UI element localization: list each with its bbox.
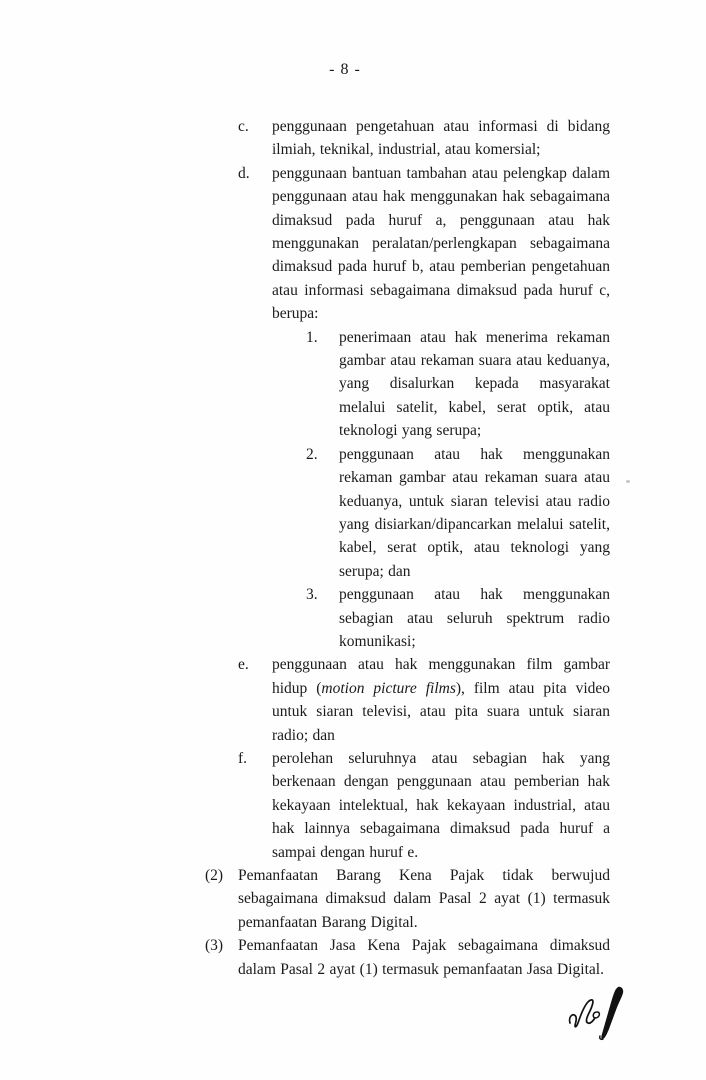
sub-item-1 [306, 326, 610, 443]
list-item-f [238, 747, 610, 864]
list-item-d [238, 162, 610, 654]
ayat-text-3: Pemanfaatan Jasa Kena Pajak sebagaimana dimaksud dalam Pasal 2 ayat (1) termasuk pemanfaatan Jasa Digital. [238, 937, 610, 978]
list-item-e [238, 653, 610, 747]
ayat-item-3 [205, 934, 610, 981]
sub-item-3 [306, 583, 610, 653]
ayat-marker-2: (2) [205, 867, 224, 884]
sub-marker-1: 1. [306, 328, 318, 346]
sub-marker-3: 3. [306, 586, 318, 604]
page-number: - 8 - [329, 61, 361, 78]
scan-artifact-dot [626, 480, 630, 483]
list-text-e-italic: motion picture films [321, 679, 456, 697]
ayat-item-2 [205, 864, 610, 934]
list-text-c: penggunaan pengetahuan atau informasi di bidang ilmiah, teknikal, industrial, atau komersial; [272, 118, 610, 159]
sub-marker-2: 2. [306, 445, 318, 463]
list-text-d: penggunaan bantuan tambahan atau pelengkap dalam penggunaan atau hak menggunakan hak sebagaimana dimaksud pada huruf a, penggunaan atau hak menggunakan peralatan/perlengkapan sebagaimana dimaksud pada huruf b, atau pemberian pengetahuan atau informasi sebagaimana dimaksud pada huruf c, berupa: [272, 164, 610, 323]
list-item-c [238, 115, 610, 162]
list-text-f: perolehan seluruhnya atau sebagian hak yang berkenaan dengan penggunaan atau pemberian hak kekayaan intelektual, hak kekayaan industrial, atau hak lainnya sebagaimana dimaksud pada huruf a sampai dengan huruf e. [272, 749, 610, 861]
ayat-marker-3: (3) [205, 937, 224, 955]
list-marker-e: e. [238, 656, 249, 674]
list-text-e-before: penggunaan atau hak menggunakan film gambar hidup ( [272, 656, 610, 697]
list-text-e [272, 653, 610, 747]
list-marker-c: c. [238, 118, 249, 135]
list-marker-f: f. [238, 749, 248, 767]
sub-text-3: penggunaan atau hak menggunakan sebagian atau seluruh spektrum radio komunikasi; [339, 586, 610, 650]
list-marker-d: d. [238, 164, 250, 182]
ayat-text-2: Pemanfaatan Barang Kena Pajak tidak berwujud sebagaimana dimaksud dalam Pasal 2 ayat (1) termasuk pemanfaatan Barang Digital. [238, 867, 610, 931]
handwritten-initial-icon [566, 984, 636, 1046]
sub-text-2: penggunaan atau hak menggunakan rekaman gambar atau rekaman suara atau keduanya, untuk siaran televisi atau radio yang disiarkan/dipancarkan melalui satelit, kabel, serat optik, atau teknologi yang serupa; dan [339, 445, 610, 580]
list-text-e-after: ), film atau pita video untuk siaran televisi, atau pita suara untuk siaran radio; dan [272, 679, 611, 744]
document-body [205, 115, 610, 981]
sub-item-2 [306, 443, 610, 583]
sub-text-1: penerimaan atau hak menerima rekaman gambar atau rekaman suara atau keduanya, yang disalurkan kepada masyarakat melalui satelit, kabel, serat optik, atau teknologi yang serupa; [339, 328, 610, 440]
sublist-of-d [306, 326, 610, 654]
